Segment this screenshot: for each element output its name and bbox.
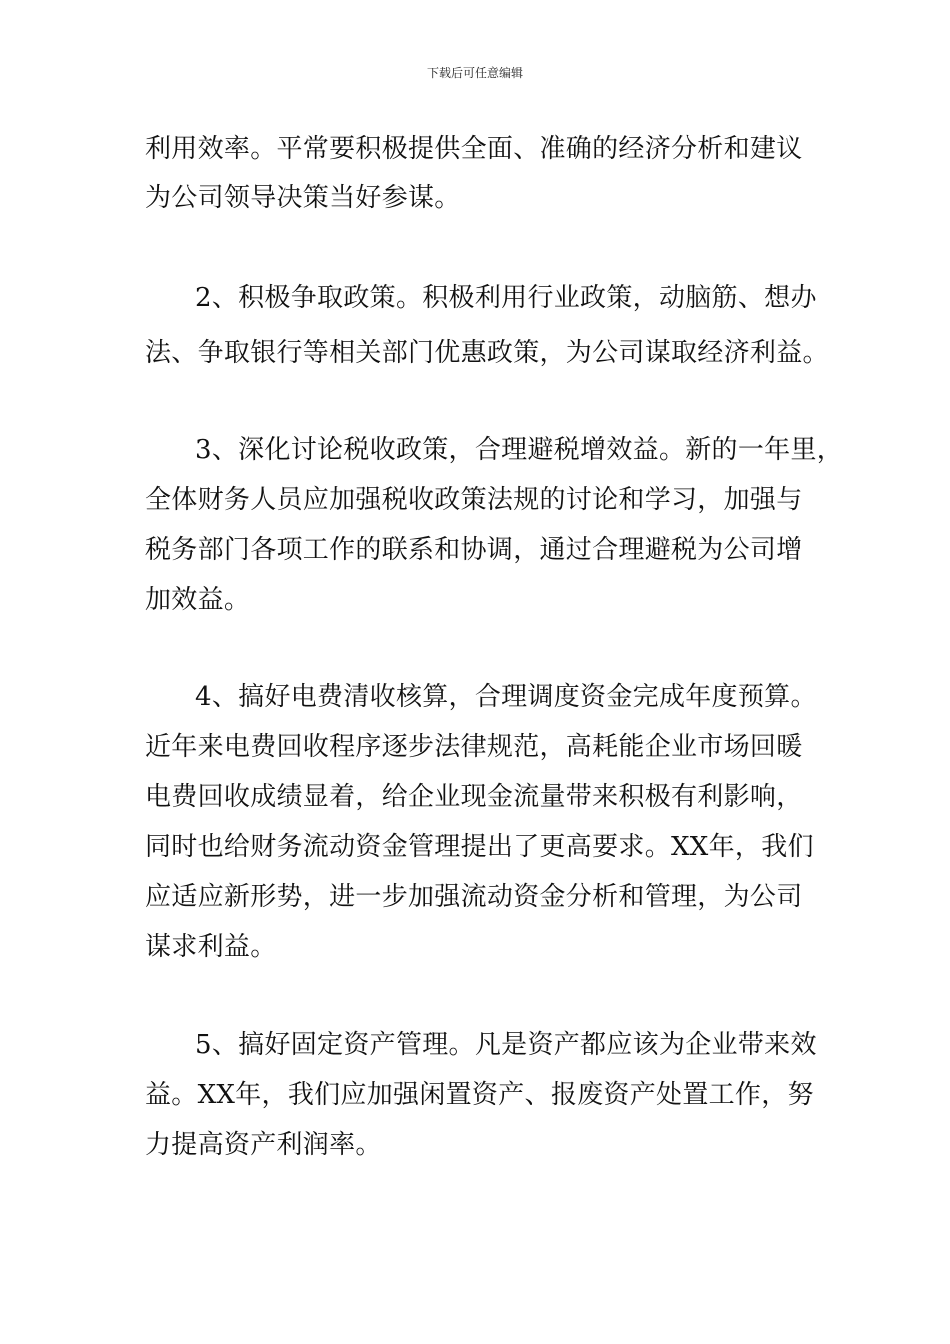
- text-line: 利用效率。平常要积极提供全面、准确的经济分析和建议: [145, 134, 803, 164]
- paragraph-4-first-line: 4、搞好电费清收核算，合理调度资金完成年度预算。: [195, 682, 817, 712]
- text-line: 电费回收成绩显着，给企业现金流量带来积极有利影响，: [145, 782, 803, 812]
- text-line: 益。XX年，我们应加强闲置资产、报废资产处置工作，努: [145, 1080, 814, 1110]
- text-line: 为公司领导决策当好参谋。: [145, 183, 461, 213]
- page-header: 下载后可任意编辑: [426, 66, 523, 80]
- text-line: 谋求利益。: [145, 932, 277, 962]
- text-line: 近年来电费回收程序逐步法律规范，高耗能企业市场回暖: [145, 732, 803, 762]
- text-line: 全体财务人员应加强税收政策法规的讨论和学习，加强与: [145, 485, 803, 515]
- text-line: 应适应新形势，进一步加强流动资金分析和管理，为公司: [145, 882, 803, 912]
- text-line: 法、争取银行等相关部门优惠政策，为公司谋取经济利益。: [145, 338, 829, 368]
- paragraph-5-first-line: 5、搞好固定资产管理。凡是资产都应该为企业带来效: [195, 1030, 817, 1060]
- text-line: 加效益。: [145, 585, 251, 615]
- paragraph-2-first-line: 2、积极争取政策。积极利用行业政策，动脑筋、想办: [195, 283, 817, 313]
- text-line: 同时也给财务流动资金管理提出了更高要求。XX年，我们: [145, 832, 814, 862]
- text-line: 力提高资产利润率。: [145, 1130, 382, 1160]
- paragraph-3-first-line: 3、深化讨论税收政策，合理避税增效益。新的一年里，: [195, 435, 844, 465]
- text-line: 税务部门各项工作的联系和协调，通过合理避税为公司增: [145, 535, 803, 565]
